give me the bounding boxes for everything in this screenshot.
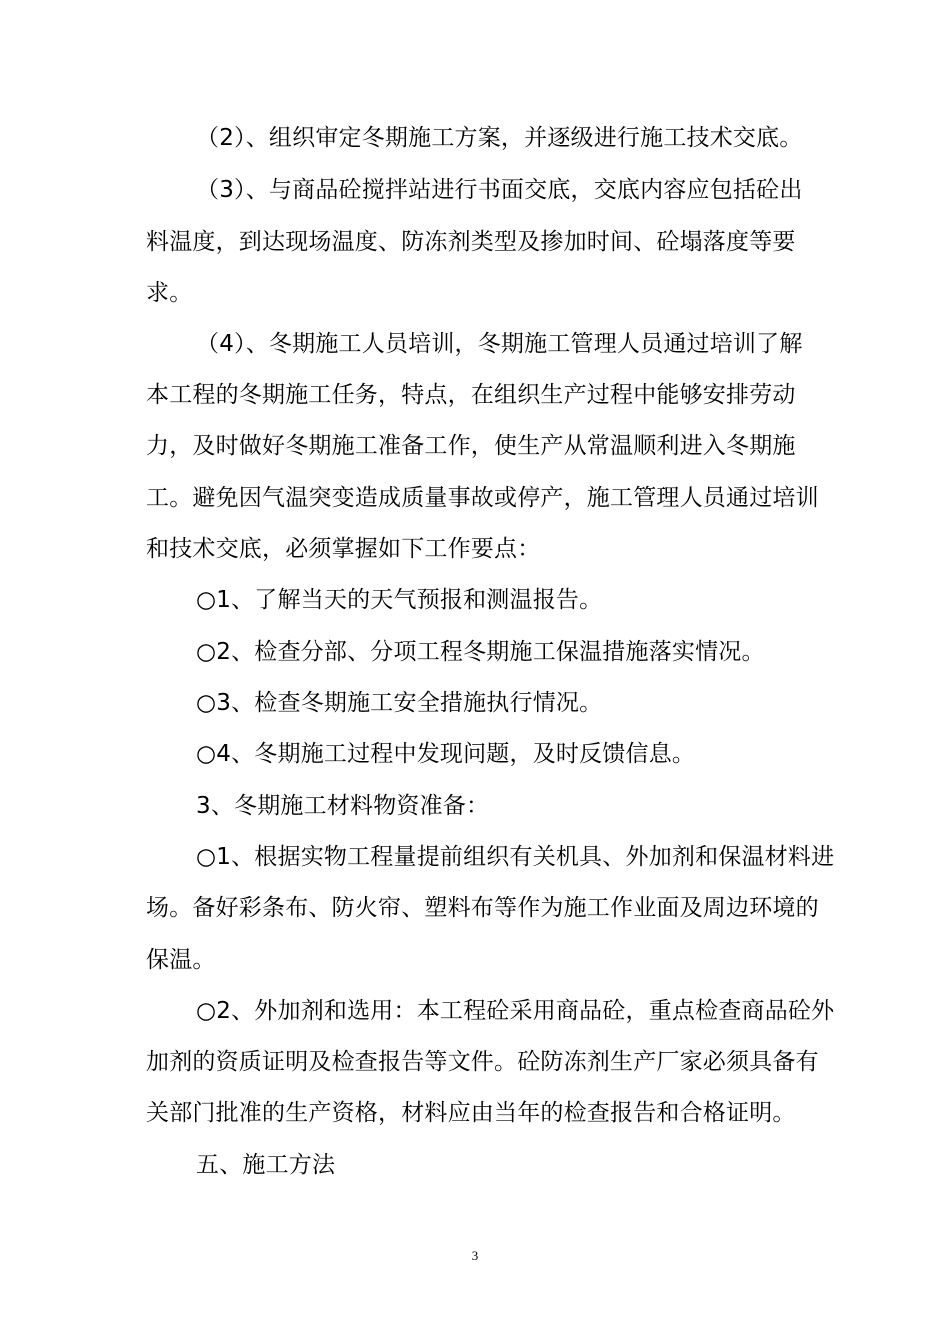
paragraph-line: 场。备好彩条布、防火帘、塑料布等作为施工作业面及周边环境的	[146, 895, 819, 921]
paragraph-line: 求。	[146, 280, 193, 306]
paragraph-line: 和技术交底，必须掌握如下工作要点：	[146, 536, 541, 562]
list-item: ○1、了解当天的天气预报和测温报告。	[196, 587, 603, 613]
section-heading: 五、施工方法	[196, 1152, 336, 1178]
list-item: ○2、外加剂和选用：本工程砼采用商品砼，重点检查商品砼外	[196, 998, 835, 1024]
list-item: ○4、冬期施工过程中发现问题，及时反馈信息。	[196, 741, 696, 767]
paragraph-line: 加剂的资质证明及检查报告等文件。砼防冻剂生产厂家必须具备有	[146, 1049, 819, 1075]
list-item: ○1、根据实物工程量提前组织有关机具、外加剂和保温材料进	[196, 844, 835, 870]
paragraph-line: 力，及时做好冬期施工准备工作，使生产从常温顺利进入冬期施	[146, 433, 796, 459]
paragraph-line: 工。避免因气温突变造成质量事故或停产，施工管理人员通过培训	[146, 485, 819, 511]
page-number: 3	[471, 1248, 479, 1263]
section-heading: 3、冬期施工材料物资准备：	[196, 793, 490, 819]
paragraph-line: （3）、与商品砼搅拌站进行书面交底，交底内容应包括砼出	[196, 177, 803, 203]
paragraph-line: 料温度，到达现场温度、防冻剂类型及掺加时间、砼塌落度等要	[146, 229, 796, 255]
paragraph-line: 关部门批准的生产资格，材料应由当年的检查报告和合格证明。	[146, 1100, 796, 1126]
paragraph-line: 本工程的冬期施工任务，特点，在组织生产过程中能够安排劳动	[146, 382, 796, 408]
paragraph-line: 保温。	[146, 947, 216, 973]
list-item: ○3、检查冬期施工安全措施执行情况。	[196, 690, 603, 716]
list-item: ○2、检查分部、分项工程冬期施工保温措施落实情况。	[196, 639, 765, 665]
paragraph-line: （2）、组织审定冬期施工方案，并逐级进行施工技术交底。	[196, 125, 803, 151]
paragraph-line: （4）、冬期施工人员培训，冬期施工管理人员通过培训了解	[196, 331, 803, 357]
